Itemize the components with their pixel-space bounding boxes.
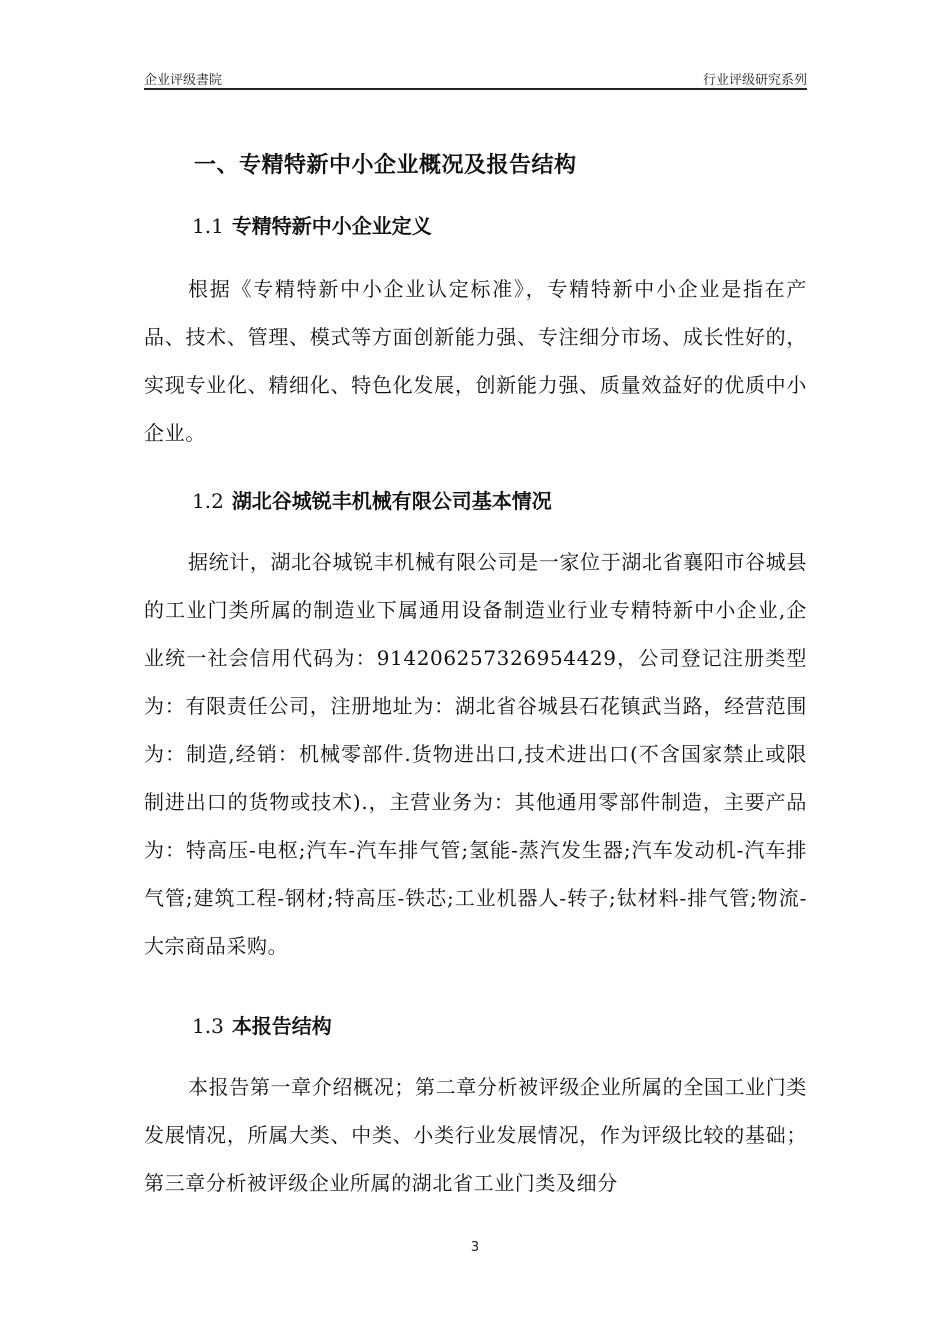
chapter-title: 一、专精特新中小企业概况及报告结构	[194, 153, 577, 178]
page-number: 3	[470, 1240, 480, 1255]
section-heading-1-1	[192, 210, 432, 239]
header-publisher: 企业评级書院	[144, 73, 223, 88]
section-title: 湖北谷城锐丰机械有限公司基本情况	[231, 489, 552, 513]
section-number: 1.2	[192, 489, 224, 513]
section-paragraph-1-1: 根据《专精特新中小企业认定标准》，专精特新中小企业是指在产品、技术、管理、模式等方面创新能力强、专注细分市场、成长性好的，实现专业化、精细化、特色化发展，创新能力强、质量效益好的优质中小企业。	[144, 277, 807, 445]
header-series: 行业评级研究系列	[702, 73, 807, 88]
section-title: 本报告结构	[231, 1014, 332, 1038]
section-heading-1-2	[192, 485, 552, 514]
section-paragraph-1-2: 据统计，湖北谷城锐丰机械有限公司是一家位于湖北省襄阳市谷城县的工业门类所属的制造业下属通用设备制造业行业专精特新中小企业,企业统一社会信用代码为：914206257326954429，公司登记注册类型为：有限责任公司，注册地址为：湖北省谷城县石花镇武当路，经营范围为：制造,经销：机械零部件.货物进出口,技术进出口(不含国家禁止或限制进出口的货物或技术).，主营业务为：其他通用零部件制造，主要产品为：特高压-电枢;汽车-汽车排气管;氢能-蒸汽发生器;汽车发动机-汽车排气管;建筑工程-钢材;特高压-铁芯;工业机器人-转子;钛材料-排气管;物流-大宗商品采购。	[144, 550, 807, 958]
section-title: 专精特新中小企业定义	[231, 214, 432, 238]
section-number: 1.3	[192, 1014, 224, 1038]
section-number: 1.1	[192, 214, 224, 238]
section-heading-1-3	[192, 1010, 332, 1039]
section-paragraph-1-3: 本报告第一章介绍概况；第二章分析被评级企业所属的全国工业门类发展情况，所属大类、中类、小类行业发展情况，作为评级比较的基础；第三章分析被评级企业所属的湖北省工业门类及细分	[144, 1075, 807, 1195]
page-header	[144, 68, 807, 90]
